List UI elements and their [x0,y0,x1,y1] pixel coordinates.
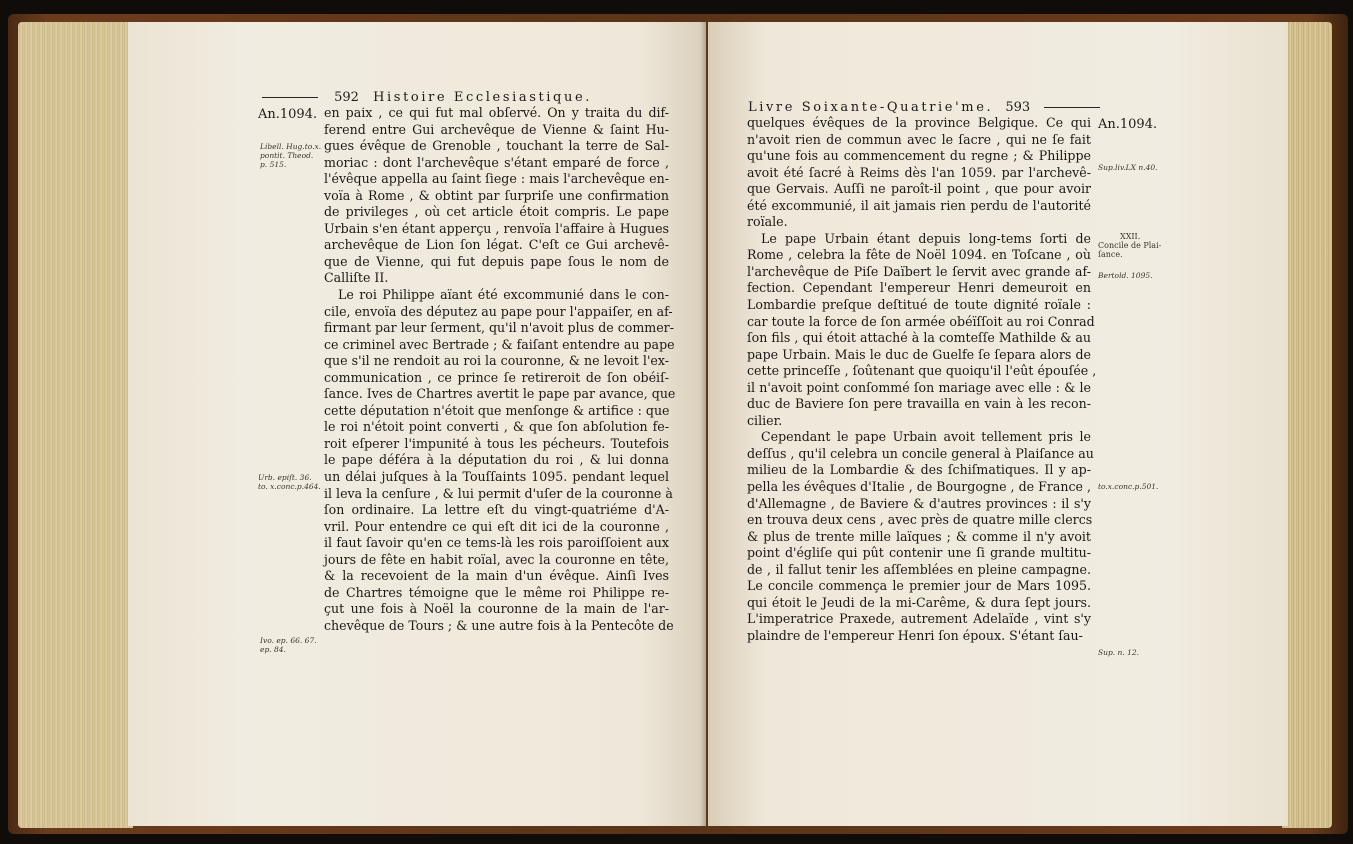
text-line: L'imperatrice Praxede, autrement Adelaïde , vint s'y [747,611,1091,627]
text-line: vril. Pour entendre ce qui eſt dit ici de la couronne , [324,518,669,534]
left-page-title: Histoire Ecclesiastique. [373,90,592,105]
text-line: ferend entre Gui archevêque de Vienne & ſaint Hu- [324,121,669,137]
text-line: plaindre de l'empereur Henri ſon époux. S'étant ſau- [747,627,1083,643]
right-margin-note-1: Sup.liv.LX n.40. [1098,163,1158,172]
right-margin-note-3: Bertold. 1095. [1098,271,1153,280]
header-rule [262,97,318,98]
text-line: & plus de trente mille laïques ; & comme il n'y avoit [747,528,1091,544]
text-line: l'archevêque de Piſe Daïbert le ſervit avec grande af- [747,263,1091,279]
text-line: Cependant le pape Urbain avoit tellement pris le [761,429,1091,445]
text-line: en trouva deux cens , avec près de quatre mille clercs [747,512,1093,528]
text-line: Le pape Urbain étant depuis long-tems ſorti de [761,230,1091,246]
text-line: car toute la force de ſon armée obéïſſoit au roi Conrad [747,313,1095,329]
right-margin-note-4: to.x.conc.p.501. [1098,482,1159,491]
text-line: de privileges , où cet article étoit compris. Le pape [324,204,669,220]
text-line: pape Urbain. Mais le duc de Guelfe ſe ſepara alors de [747,346,1091,362]
text-line: voïa à Rome , & obtint par ſurpriſe une confirmation [324,187,669,203]
left-year-margin: An.1094. [258,107,318,122]
text-line: deſſus , qu'il celebra un concile general à Plaiſance au [747,445,1094,461]
text-line: çut une fois à Noël la couronne de la main de l'ar- [324,601,669,617]
right-year-margin: An.1094. [1098,117,1158,132]
text-line: moriac : dont l'archevêque s'étant emparé de force , [324,154,669,170]
text-line: Le roi Philippe aïant été excommunié dans le con- [338,287,669,303]
text-line: il faut ſavoir qu'en ce tems-là les rois paroiſſoient aux [324,535,669,551]
text-line: ſon ordinaire. La lettre eſt du vingt-quatriéme d'A- [324,502,669,518]
text-line: cile, envoïa des députez au pape pour l'appaiſer, en af- [324,303,673,319]
text-line: qu'une fois au commencement du regne ; & Philippe [747,148,1091,164]
text-line: cette députation n'étoit que menſonge & artifice : que [324,402,670,418]
text-line: cette princeſſe , ſoûtenant que quoiqu'il l'eût épouſée , [747,363,1097,379]
right-margin-note-2: XXII. Concile de Plai- ſance. [1098,232,1162,259]
text-line: Urbain s'en étant apperçu , renvoïa l'affaire à Hugues [324,220,669,236]
right-running-header [748,100,1100,115]
left-margin-note-3: Ivo. ep. 66. 67. ep. 84. [260,636,317,654]
text-line: firmant par leur ſerment, qu'il n'avoit plus de commer- [324,320,674,336]
text-line: gues évêque de Grenoble , touchant la terre de Sal- [324,138,669,154]
text-line: jours de fête en habit roïal, avec la couronne en tête, [324,551,669,567]
text-line: & la recevoient de la main d'un évêque. Ainſi Ives [324,568,669,584]
text-line: d'Allemagne , de Baviere & d'autres provinces : il s'y [747,495,1091,511]
text-line: pella les évêques d'Italie , de Bourgogne , de France , [747,479,1091,495]
left-running-header [262,90,592,105]
text-line: que de Vienne, qui fut depuis pape ſous le nom de [324,253,669,269]
text-line: duc de Baviere ſon pere travailla en vain à les recon- [747,396,1091,412]
left-page-number: 592 [334,90,359,105]
text-line: Lombardie preſque deſtitué de toute dignité roïale : [747,297,1091,313]
text-line: Rome , celebra la fête de Noël 1094. en Toſcane , où [747,247,1091,263]
page-edges-right [1282,22,1332,828]
text-line: roit eſperer l'impunité à tous les pécheurs. Toutefois [324,435,669,451]
left-body-text [324,105,676,635]
text-line: que Gervais. Auſſi ne paroît-il point , que pour avoir [747,181,1091,197]
text-line: ſance. Ives de Chartres avertit le pape par avance, que [324,386,676,402]
text-line: ce criminel avec Bertrade ; & faiſant entendre au pape [324,336,675,352]
text-line: de Chartres témoigne que le même roi Philippe re- [324,584,669,600]
text-line: fection. Cependant l'empereur Henri demeuroit en [747,280,1091,296]
left-margin-note-1: Libell. Hug.to.x. pontit. Theod. p. 515. [260,142,322,169]
text-line: roïale. [747,214,788,230]
text-line: il n'avoit point conſommé ſon mariage avec elle : & le [747,379,1091,395]
text-line: chevêque de Tours ; & une autre fois à la Pentecôte de [324,617,674,633]
page-edges-left [18,22,133,828]
text-line: Calliſte II. [324,270,389,286]
text-line: de , il fallut tenir les aſſemblées en pleine campagne. [747,561,1091,577]
text-line: un délai juſques à la Touſſaints 1095. pendant lequel [324,469,669,485]
right-body-text [747,115,1097,645]
right-margin-note-5: Sup. n. 12. [1098,648,1140,657]
text-line: Le concile commença le premier jour de Mars 1095. [747,578,1091,594]
text-line: avoit été ſacré à Reims dès l'an 1059. par l'archevê- [747,164,1091,180]
text-line: archevêque de Lion ſon légat. C'eſt ce Gui archevê- [324,237,669,253]
header-rule [1044,107,1100,108]
text-line: qui étoit le Jeudi de la mi-Carême, & dura ſept jours. [747,594,1091,610]
text-line: que s'il ne rendoit au roi la couronne, & ne levoit l'ex- [324,353,669,369]
text-line: point d'égliſe qui pût contenir une ſi grande multitu- [747,545,1091,561]
text-line: il leva la cenſure , & lui permit d'uſer de la couronne à [324,485,673,501]
text-line: le pape déféra à la députation du roi , & lui donna [324,452,669,468]
text-line: le roi n'étoit point converti , & que ſon abſolution fe- [324,419,669,435]
right-page-title: Livre Soixante-Quatrie'me. [748,100,994,115]
text-line: cilier. [747,412,783,428]
text-line: communication , ce prince ſe retireroit de ſon obéiſ- [324,369,669,385]
left-margin-note-2: Urb. epiſt. 36. to. x.conc.p.464. [258,473,321,491]
text-line: en paix , ce qui fut mal obſervé. On y traita du dif- [324,105,669,120]
text-line: n'avoit rien de commun avec le ſacre , qui ne ſe fait [747,131,1091,147]
text-line: milieu de la Lombardie & des ſchiſmatiques. Il y ap- [747,462,1091,478]
text-line: ſon fils , qui étoit attaché à la comteſſe Mathilde & au [747,330,1091,346]
right-page-number: 593 [1005,100,1031,115]
text-line: été excommunié, il ait jamais rien perdu de l'autorité [747,197,1091,213]
text-line: l'évêque appella au ſaint ſiege : mais l'archevêque en- [324,171,669,187]
text-line: quelques évêques de la province Belgique. Ce qui [747,115,1091,130]
